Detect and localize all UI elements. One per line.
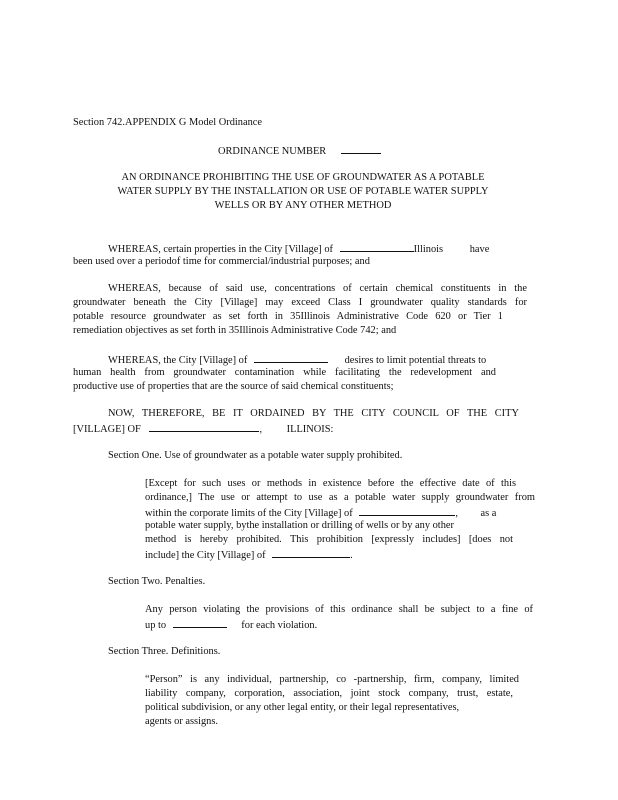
whereas-3-text: WHEREAS, the City [Village] of bbox=[108, 355, 248, 366]
section-one-as-a: as a bbox=[480, 508, 497, 519]
now-therefore-line-1: NOW, THEREFORE, BE IT ORDAINED BY THE CITY COUNCIL OF THE CITY bbox=[108, 408, 519, 419]
section-two-line-1: Any person violating the provisions of this ordinance shall be subject to a fine of bbox=[145, 604, 533, 615]
section-one-line-4: potable water supply, bythe installation or drilling of wells or by any other bbox=[145, 520, 454, 531]
section-three-line-2: liability company, corporation, association, joint stock company, trust, estate, bbox=[145, 688, 513, 699]
ordinance-number-line bbox=[218, 143, 381, 158]
section-one-include: include] the City [Village] of bbox=[145, 550, 266, 561]
whereas-1-have: have bbox=[469, 244, 490, 255]
ordinance-number-blank bbox=[341, 143, 381, 154]
section-one-include-blank bbox=[272, 547, 350, 558]
now-therefore-line-2 bbox=[73, 421, 333, 436]
whereas-2-line-1: WHEREAS, because of said use, concentrations of certain chemical constituents in the bbox=[108, 283, 527, 294]
ordinance-title-line-1: AN ORDINANCE PROHIBITING THE USE OF GROUNDWATER AS A POTABLE bbox=[121, 172, 485, 183]
illinois-label: ILLINOIS: bbox=[286, 424, 334, 435]
section-three-line-4: agents or assigns. bbox=[145, 716, 219, 727]
whereas-2-line-4: remediation objectives as set forth in 35Illinois Administrative Code 742; and bbox=[73, 325, 397, 336]
section-one-line-5: method is hereby prohibited. This prohibition [expressly includes] [does not bbox=[145, 534, 513, 545]
whereas-1-text: WHEREAS, certain properties in the City [Village] of bbox=[108, 244, 334, 255]
section-two-up-to: up to bbox=[145, 620, 167, 631]
section-two-heading: Section Two. Penalties. bbox=[108, 576, 206, 587]
whereas-1-line-2: been used over a periodof time for commercial/industrial purposes; and bbox=[73, 256, 370, 267]
whereas-1-line-1 bbox=[108, 241, 489, 256]
section-one-line-3 bbox=[145, 505, 496, 520]
whereas-3-line-3: productive use of properties that are the source of said chemical constituents; bbox=[73, 381, 394, 392]
whereas-3-desires: desires to limit potential threats to bbox=[344, 355, 487, 366]
village-of-label: [VILLAGE] OF bbox=[73, 424, 141, 435]
section-one-city-blank bbox=[359, 505, 455, 516]
section-three-line-3: political subdivision, or any other legal entity, or their legal representatives, bbox=[145, 702, 460, 713]
fine-amount-blank bbox=[173, 617, 227, 628]
ordinance-number-label: ORDINANCE NUMBER bbox=[218, 146, 327, 157]
section-one-line-2: ordinance,] The use or attempt to use as a potable water supply groundwater from bbox=[145, 492, 535, 503]
comma: , bbox=[455, 508, 458, 519]
document-heading: Section 742.APPENDIX G Model Ordinance bbox=[73, 117, 263, 128]
section-one-within: within the corporate limits of the City [Village] of bbox=[145, 508, 353, 519]
section-one-heading: Section One. Use of groundwater as a potable water supply prohibited. bbox=[108, 450, 403, 461]
section-two-line-2 bbox=[145, 617, 317, 632]
section-one-line-1: [Except for such uses or methods in existence before the effective date of this bbox=[145, 478, 516, 489]
whereas-2-line-3: potable resource groundwater as set forth in 35Illinois Administrative Code 620 or Tier 1 bbox=[73, 311, 503, 322]
whereas-3-blank bbox=[254, 352, 328, 363]
section-three-heading: Section Three. Definitions. bbox=[108, 646, 221, 657]
city-name-blank bbox=[340, 241, 414, 252]
whereas-3-line-2: human health from groundwater contamination while facilitating the redevelopment and bbox=[73, 367, 496, 378]
whereas-3-line-1 bbox=[108, 352, 486, 367]
section-two-violation: for each violation. bbox=[241, 620, 318, 631]
section-three-line-1: “Person” is any individual, partnership, co -partnership, firm, company, limited bbox=[145, 674, 519, 685]
ordinance-title-line-2: WATER SUPPLY BY THE INSTALLATION OR USE OF POTABLE WATER SUPPLY bbox=[117, 186, 489, 197]
village-name-blank bbox=[149, 421, 259, 432]
section-one-line-6 bbox=[145, 547, 353, 562]
period: . bbox=[350, 550, 353, 561]
whereas-2-line-2: groundwater beneath the City [Village] may exceed Class I groundwater quality standards for bbox=[73, 297, 527, 308]
whereas-1-illinois: Illinois bbox=[413, 244, 444, 255]
ordinance-title-line-3: WELLS OR BY ANY OTHER METHOD bbox=[214, 200, 392, 211]
comma: , bbox=[259, 424, 263, 435]
